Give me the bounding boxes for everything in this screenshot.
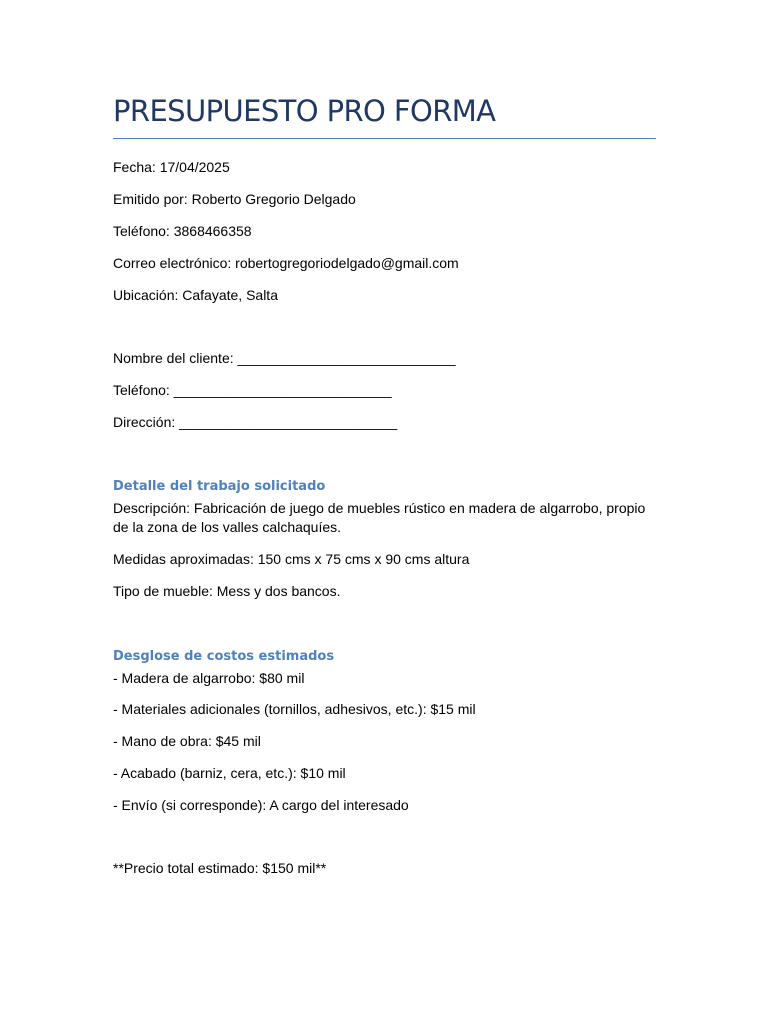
document-title: PRESUPUESTO PRO FORMA [113, 94, 496, 128]
work-description: Descripción: Fabricación de juego de muebles rústico en madera de algarrobo, propio de la zona de los valles calchaquíes. [113, 500, 646, 535]
cost-item: - Envío (si corresponde): A cargo del interesado [113, 797, 409, 813]
client-name-field: Nombre del cliente: ____________________________ [113, 350, 456, 366]
total-price: **Precio total estimado: $150 mil** [113, 860, 327, 876]
client-phone-field: Teléfono: ____________________________ [113, 382, 392, 398]
cost-item: - Acabado (barniz, cera, etc.): $10 mil [113, 765, 346, 781]
work-detail-heading: Detalle del trabajo solicitado [113, 479, 326, 494]
issuer-name: Emitido por: Roberto Gregorio Delgado [113, 191, 356, 207]
issuer-location: Ubicación: Cafayate, Salta [113, 287, 278, 303]
cost-item: - Materiales adicionales (tornillos, adhesivos, etc.): $15 mil [113, 701, 476, 717]
title-underline [113, 138, 656, 139]
issue-date: Fecha: 17/04/2025 [113, 159, 230, 175]
client-address-field: Dirección: ____________________________ [113, 414, 398, 430]
issuer-phone: Teléfono: 3868466358 [113, 223, 252, 239]
work-measurements: Medidas aproximadas: 150 cms x 75 cms x 90 cms altura [113, 551, 470, 567]
cost-item: - Mano de obra: $45 mil [113, 733, 261, 749]
cost-item: - Madera de algarrobo: $80 mil [113, 670, 305, 686]
cost-breakdown-heading: Desglose de costos estimados [113, 649, 335, 664]
issuer-email: Correo electrónico: robertogregoriodelgado@gmail.com [113, 255, 459, 271]
furniture-type: Tipo de mueble: Mess y dos bancos. [113, 583, 341, 599]
